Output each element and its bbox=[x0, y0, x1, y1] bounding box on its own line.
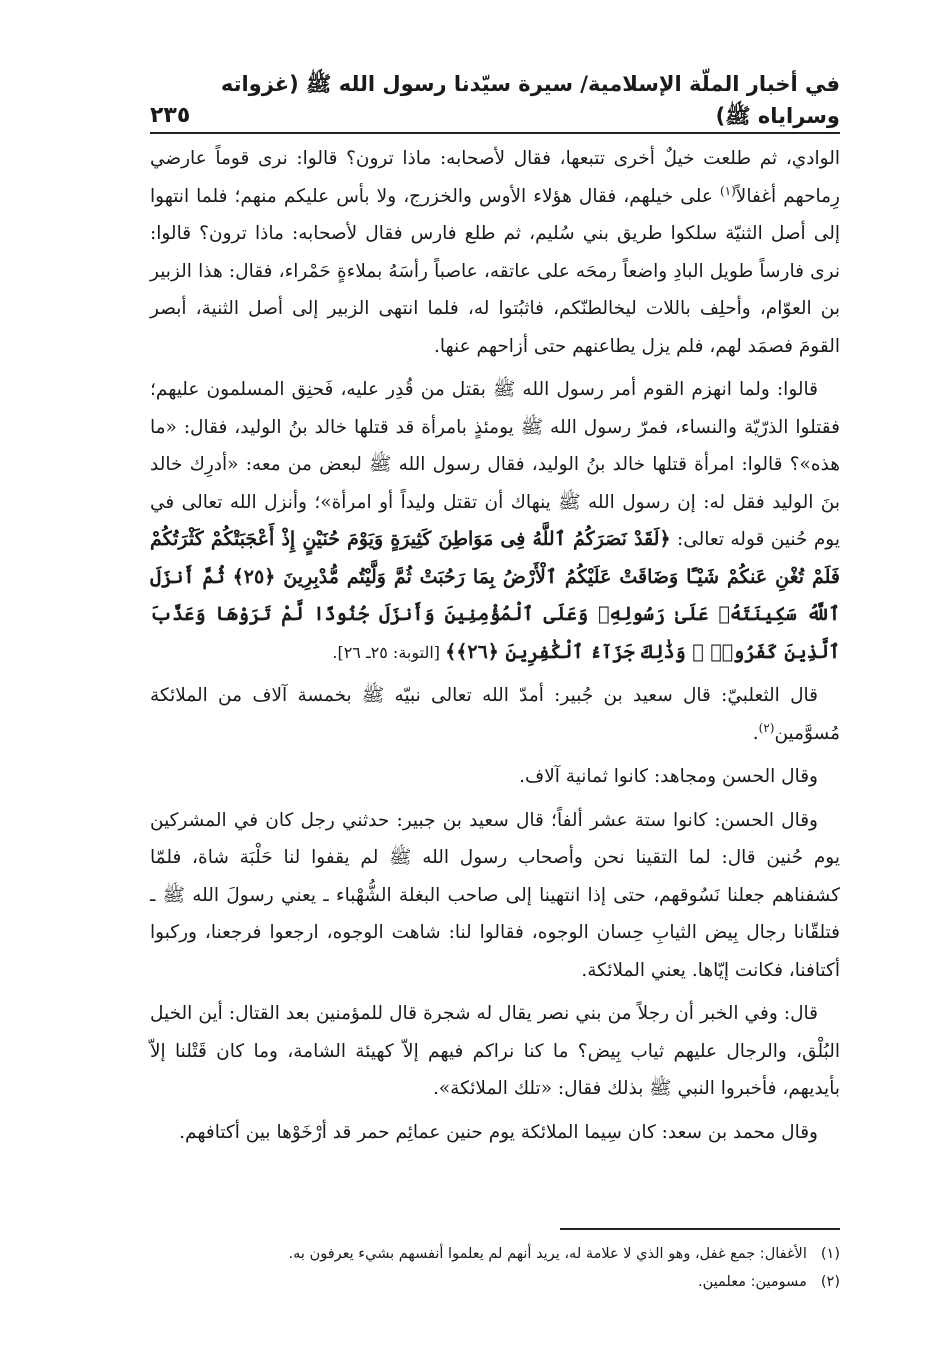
footnote-text: مسومين: معلمين. bbox=[698, 1274, 807, 1290]
paragraph-6: قال: وفي الخبر أن رجلاً من بني نصر يقال له شجرة قال للمؤمنين بعد القتال: أين الخيل البُلْق، والرجال عليهم ثياب بِيض؟ ما كنا نراكم فيهم إلاّ كهيئة الشامة، وما كان قَتْلنا إلاّ بأيديهم، فأخبروا النبي ﷺ بذلك فقال: «تلك الملائكة». bbox=[150, 1003, 840, 1099]
page-header bbox=[150, 72, 840, 134]
footnote-divider bbox=[560, 1228, 840, 1230]
paragraph-2: قالوا: ولما انهزم القوم أمر رسول الله ﷺ بقتل من قُدِر عليه، فَحنِق المسلمون عليهم؛ فقتلوا الذرّيّة والنساء، فمرّ رسول الله ﷺ يومئذٍ بامرأة قد قتلها خالد بنُ الوليد، فقال: «ما هذه»؟ قالوا: امرأة قتلها خالد بنُ الوليد، فقال رسول الله ﷺ لبعض من معه: «أدرِك خالد بنَ الوليد فقل له: إن رسول الله ﷺ ينهاك أن تقتل وليداً أو امرأة»؛ وأنزل الله تعالى في يوم حُنين قوله تعالى: ﴿لَقَدْ نَصَرَكُمُ ٱللَّهُ فِى مَوَاطِنَ كَثِيرَةٍ وَيَوْمَ حُنَيْنٍ إِذْ أَعْجَبَتْكُمْ كَثْرَتُكُمْ فَلَمْ تُغْنِ عَنكُمْ شَيْـًٔا وَضَاقَتْ عَلَيْكُمُ ٱلْأَرْضُ بِمَا رَحُبَتْ ثُمَّ وَلَّيْتُم مُّدْبِرِينَ ﴿٢٥﴾ ثُمَّ أَنزَلَ ٱللَّهُ سَكِينَتَهُۥ عَلَىٰ رَسُولِهِۦ وَعَلَى ٱلْمُؤْمِنِينَ وَأَنزَلَ جُنُودًا لَّمْ تَرَوْهَا وَعَذَّبَ ٱلَّذِينَ كَفَرُوا۟ ۚ وَذَٰلِكَ جَزَآءُ ٱلْكَٰفِرِينَ ﴿٢٦﴾﴾ [التوبة: ٢٥ـ ٢٦]. bbox=[150, 379, 840, 663]
footnote-number: (١) bbox=[820, 1246, 840, 1262]
page-number: ٢٣٥ bbox=[150, 103, 191, 128]
paragraph-7: وقال محمد بن سعد: كان سِيما الملائكة يوم حنين عمائِم حمر قد أرْخَوْها بين أكتافهم. bbox=[179, 1121, 818, 1143]
paragraph-4: وقال الحسن ومجاهد: كانوا ثمانية آلاف. bbox=[519, 766, 818, 787]
footnote-text: الأغفال: جمع غفل، وهو الذي لا علامة له، يريد أنهم لم يعلموا أنفسهم بشيء يعرفون به. bbox=[288, 1246, 807, 1262]
paragraph-5: وقال الحسن: كانوا ستة عشر ألفاً؛ قال سعيد بن جبير: حدثني رجل كان في المشركين يوم حُنين قال: لما التقينا نحن وأصحاب رسول الله ﷺ لم يقفوا لنا حَلْبَة شاة، فلمّا كشفناهم جعلنا نَسُوقهم، حتى إذا انتهينا إلى صاحب البغلة الشُّهْباء ـ يعني رسولَ الله ﷺ ـ فتلقّانا رجال بِيض الثيابِ حِسان الوجوه، فقالوا لنا: شاهت الوجوه، ارجعوا فرجعنا، وركبوا أكتافنا، فكانت إيّاها. يعني الملائكة. bbox=[150, 809, 840, 981]
footnotes bbox=[150, 1240, 840, 1296]
footnote-ref-2[interactable]: (٢) bbox=[758, 720, 775, 735]
footnote-2 bbox=[150, 1268, 840, 1296]
paragraph-1: الوادي، ثم طلعت خيلٌ أخرى تتبعها، فقال لأصحابه: ماذا ترون؟ قالوا: نرى قوماً عارضي رِماحهم أغفالاً$^{(١)}$ على خيلهم، فقال هؤلاء الأوس والخزرج، ولا بأس عليكم منهم؛ فلما انتهوا إلى أصل الثنيّة سلكوا طريق بني سُليم، ثم طلع فارس فقال لأصحابه: ماذا ترون؟ قالوا: نرى فارساً طويل البادِ واضعاً رمحَه على عاتقه، عاصباً رأسَهُ بملاءةٍ حَمْراء، فقال: هذا الزبير بن العوّام، وأحلِف باللات ليخالطنّكم، فاثبُتوا له، فلما انتهى الزبير إلى أصل الثنية، أبصر القومَ فصمَد لهم، فلم يزل يطاعنهم حتى أزاحهم عنها. bbox=[150, 148, 840, 357]
quran-verse: ﴿لَقَدْ نَصَرَكُمُ ٱللَّهُ فِى مَوَاطِنَ كَثِيرَةٍ وَيَوْمَ حُنَيْنٍ إِذْ أَعْجَبَتْكُمْ كَثْرَتُكُمْ فَلَمْ تُغْنِ عَنكُمْ شَيْـًٔا وَضَاقَتْ عَلَيْكُمُ ٱلْأَرْضُ بِمَا رَحُبَتْ ثُمَّ وَلَّيْتُم مُّدْبِرِينَ ﴿٢٥﴾ ثُمَّ أَنزَلَ ٱللَّهُ سَكِينَتَهُۥ عَلَىٰ رَسُولِهِۦ وَعَلَى ٱلْمُؤْمِنِينَ وَأَنزَلَ جُنُودًا لَّمْ تَرَوْهَا وَعَذَّبَ ٱلَّذِينَ كَفَرُوا۟ ۚ وَذَٰلِكَ جَزَآءُ ٱلْكَٰفِرِينَ ﴿٢٦﴾﴾ bbox=[150, 528, 840, 663]
footnote-1 bbox=[150, 1240, 840, 1268]
paragraph-3: قال الثعلبيّ: قال سعيد بن جُبير: أمدّ الله تعالى نبيّه ﷺ بخمسة آلاف من الملائكة مُسوَّمين$^{(٢)}$. bbox=[150, 685, 840, 744]
footnote-ref-1[interactable]: (١) bbox=[719, 183, 736, 198]
footnote-number: (٢) bbox=[820, 1274, 840, 1290]
running-title: في أخبار الملّة الإسلامية/ سيرة سيّدنا رسول الله ﷺ (غزواته وسراياه ﷺ) bbox=[220, 72, 840, 128]
quran-reference: [التوبة: ٢٥ـ ٢٦]. bbox=[332, 642, 446, 662]
main-text bbox=[150, 140, 840, 1157]
